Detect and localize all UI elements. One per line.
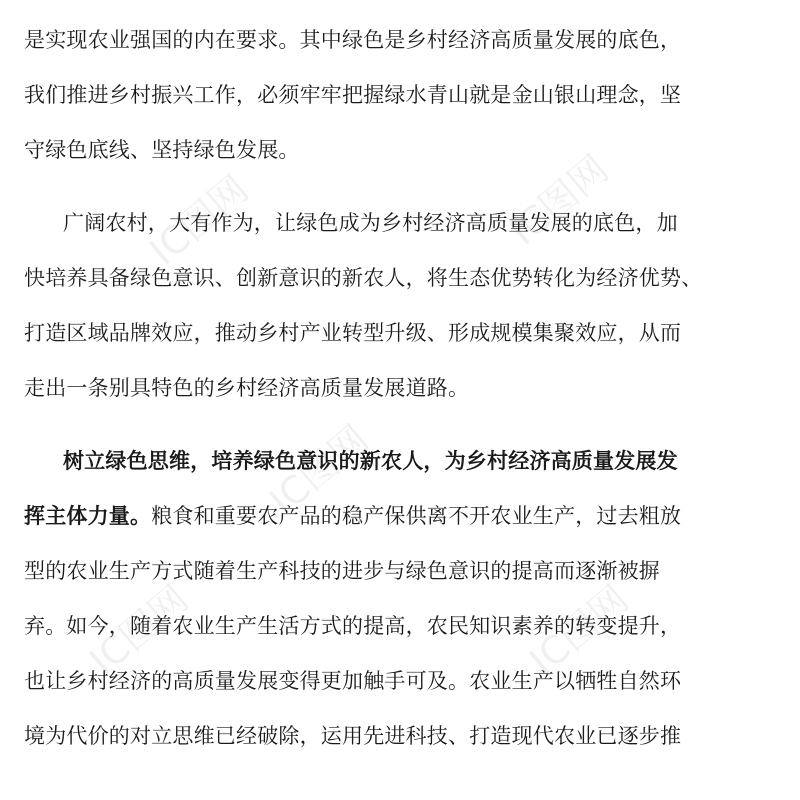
paragraph-3-line-6: 境为代价的对立思维已经破除，运用先进科技、打造现代农业已逐步推 (24, 724, 682, 748)
watermark: IC图网 (81, 576, 197, 684)
paragraph-1-line-1: 是实现农业强国的内在要求。其中绿色是乡村经济高质量发展的底色， (24, 28, 682, 52)
paragraph-3-line-3: 型的农业生产方式随着生产科技的进步与绿色意识的提高而逐渐被摒 (24, 559, 660, 583)
paragraph-3-line-2 (24, 501, 784, 531)
watermark: IC图网 (501, 146, 617, 254)
watermark: IC图网 (521, 576, 637, 684)
paragraph-3-line-4: 弃。如今，随着农业生产生活方式的提高，农民知识素养的转变提升， (24, 614, 682, 638)
watermark: IC图网 (261, 416, 377, 524)
paragraph-3-heading-line-1: 树立绿色思维，培养绿色意识的新农人，为乡村经济高质量发展发 (63, 449, 678, 473)
paragraph-3-line-2-text: 粮食和重要农产品的稳产保供离不开农业生产，过去粗放 (151, 504, 682, 528)
paragraph-3-heading-end: 挥主体力量。 (24, 504, 152, 528)
watermark: IC图网 (141, 166, 257, 274)
paragraph-2-line-3: 打造区域品牌效应，推动乡村产业转型升级、形成规模集聚效应，从而 (24, 321, 682, 345)
paragraph-1-line-3: 守绿色底线、坚持绿色发展。 (24, 138, 300, 162)
paragraph-2-line-1: 广阔农村，大有作为，让绿色成为乡村经济高质量发展的底色，加 (63, 211, 678, 235)
paragraph-2-line-4: 走出一条别具特色的乡村经济高质量发展道路。 (24, 376, 470, 400)
paragraph-2-line-2: 快培养具备绿色意识、创新意识的新农人，将生态优势转化为经济优势、 (24, 266, 703, 290)
paragraph-1-line-2: 我们推进乡村振兴工作，必须牢牢把握绿水青山就是金山银山理念，坚 (24, 83, 682, 107)
paragraph-3-line-5: 也让乡村经济的高质量发展变得更加触手可及。农业生产以牺牲自然环 (24, 669, 682, 693)
